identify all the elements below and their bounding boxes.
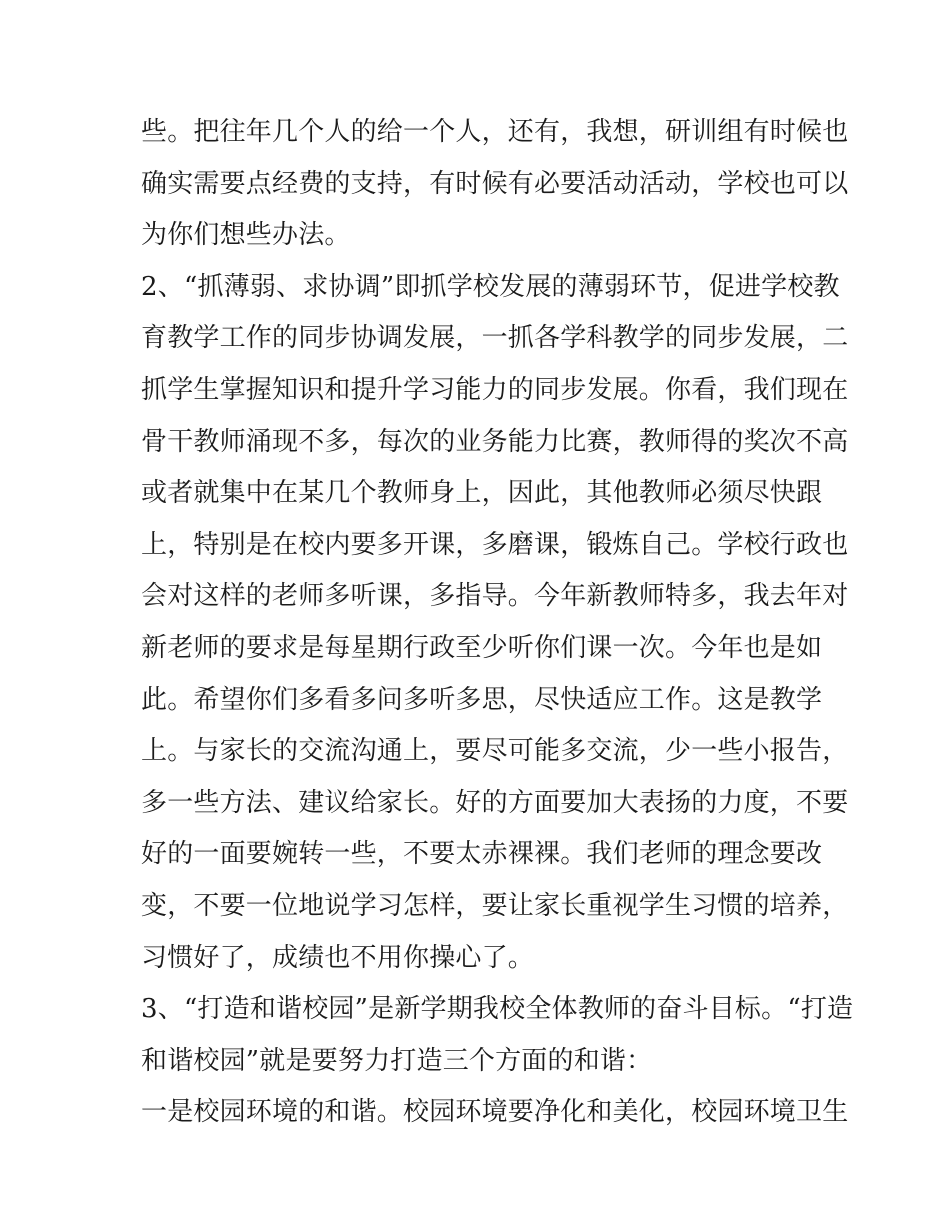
text-line: 骨干教师涌现不多，每次的业务能力比赛，教师得的奖次不高 <box>141 426 849 457</box>
text-line: 抓学生掌握知识和提升学习能力的同步发展。你看，我们现在 <box>141 374 849 405</box>
text-line: 或者就集中在某几个教师身上，因此，其他教师必须尽快跟 <box>141 478 823 509</box>
text-line: 习惯好了，成绩也不用你操心了。 <box>141 942 535 973</box>
text-line: 此。希望你们多看多问多听多思，尽快适应工作。这是教学 <box>141 684 823 715</box>
text-line: 会对这样的老师多听课，多指导。今年新教师特多，我去年对 <box>141 581 849 612</box>
text-line: 变，不要一位地说学习怎样，要让家长重视学生习惯的培养， <box>141 890 849 921</box>
text-line: 2、“抓薄弱、求协调”即抓学校发展的薄弱环节，促进学校教 <box>141 271 840 302</box>
text-line: 为你们想些办法。 <box>141 220 351 251</box>
text-line: 确实需要点经费的支持，有时候有必要活动活动，学校也可以 <box>141 168 849 199</box>
text-line: 3、“打造和谐校园”是新学期我校全体教师的奋斗目标。“打造 <box>141 994 854 1025</box>
text-line: 一是校园环境的和谐。校园环境要净化和美化，校园环境卫生 <box>141 1097 849 1128</box>
text-line: 育教学工作的同步协调发展，一抓各学科教学的同步发展，二 <box>141 323 849 354</box>
text-line: 上。与家长的交流沟通上，要尽可能多交流，少一些小报告， <box>141 736 849 767</box>
text-line: 多一些方法、建议给家长。好的方面要加大表扬的力度，不要 <box>141 787 849 818</box>
text-line: 好的一面要婉转一些，不要太赤裸裸。我们老师的理念要改 <box>141 839 823 870</box>
text-line: 和谐校园”就是要努力打造三个方面的和谐： <box>141 1045 653 1076</box>
text-line: 些。把往年几个人的给一个人，还有，我想，研训组有时候也 <box>141 117 849 147</box>
text-line: 新老师的要求是每星期行政至少听你们课一次。今年也是如 <box>141 632 823 663</box>
body-text <box>141 107 854 1139</box>
text-line: 上，特别是在校内要多开课，多磨课，锻炼自己。学校行政也 <box>141 529 849 560</box>
